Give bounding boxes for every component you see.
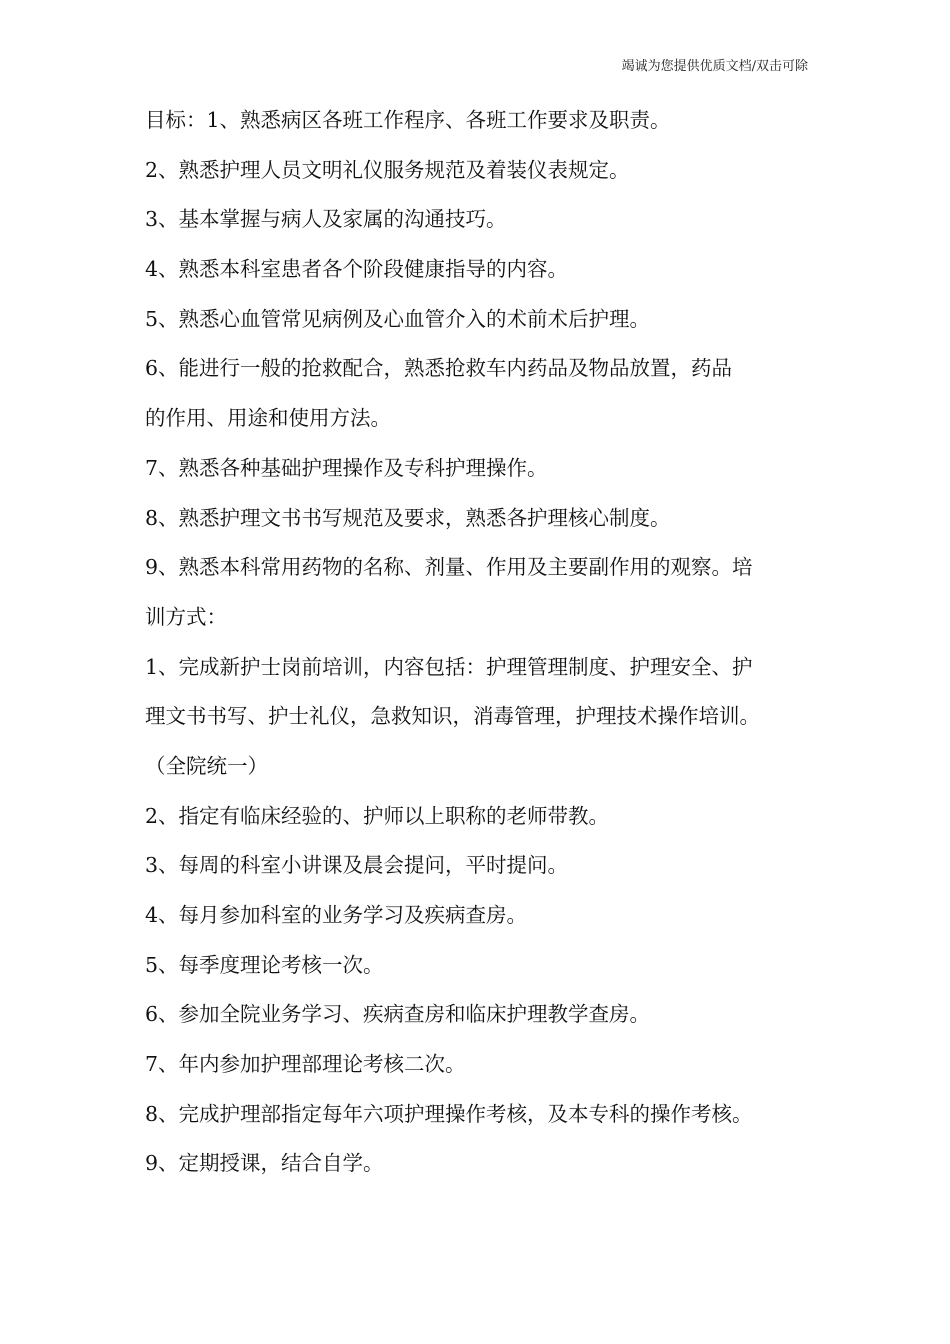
document-body (145, 96, 810, 1189)
text-line: 5、每季度理论考核一次。 (145, 952, 384, 977)
text-line: 理文书书写、护士礼仪，急救知识，消毒管理，护理技术操作培训。 (145, 704, 760, 729)
text-line: 8、完成护理部指定每年六项护理操作考核，及本专科的操作考核。 (145, 1101, 753, 1126)
text-line: 6、参加全院业务学习、疾病查房和临床护理教学查房。 (145, 1002, 651, 1027)
text-line: 1、完成新护士岗前培训，内容包括：护理管理制度、护理安全、护 (145, 654, 753, 679)
text-line: 3、每周的科室小讲课及晨会提问，平时提问。 (145, 853, 569, 878)
text-line: 的作用、用途和使用方法。 (145, 406, 391, 431)
text-line: 5、熟悉心血管常见病例及心血管介入的术前术后护理。 (145, 306, 651, 331)
text-line: 训方式： (145, 604, 227, 629)
text-line: 7、熟悉各种基础护理操作及专科护理操作。 (145, 455, 548, 480)
text-line: 8、熟悉护理文书书写规范及要求，熟悉各护理核心制度。 (145, 505, 671, 530)
text-line: 目标：1、熟悉病区各班工作程序、各班工作要求及职责。 (145, 108, 671, 132)
text-line: 4、熟悉本科室患者各个阶段健康指导的内容。 (145, 257, 569, 282)
text-line: 4、每月参加科室的业务学习及疾病查房。 (145, 903, 528, 927)
text-line: 2、指定有临床经验的、护师以上职称的老师带教。 (145, 803, 610, 828)
header-note: 竭诚为您提供优质文档/双击可除 (621, 59, 808, 74)
text-line: 6、能进行一般的抢救配合，熟悉抢救车内药品及物品放置，药品 (145, 356, 733, 381)
text-line: 9、熟悉本科常用药物的名称、剂量、作用及主要副作用的观察。培 (145, 555, 753, 580)
text-line: （全院统一） (145, 753, 268, 778)
text-line: 3、基本掌握与病人及家属的沟通技巧。 (145, 207, 507, 232)
text-line: 2、熟悉护理人员文明礼仪服务规范及着装仪表规定。 (145, 157, 630, 182)
text-line: 9、定期授课，结合自学。 (145, 1151, 384, 1176)
text-line: 7、年内参加护理部理论考核二次。 (145, 1052, 466, 1077)
